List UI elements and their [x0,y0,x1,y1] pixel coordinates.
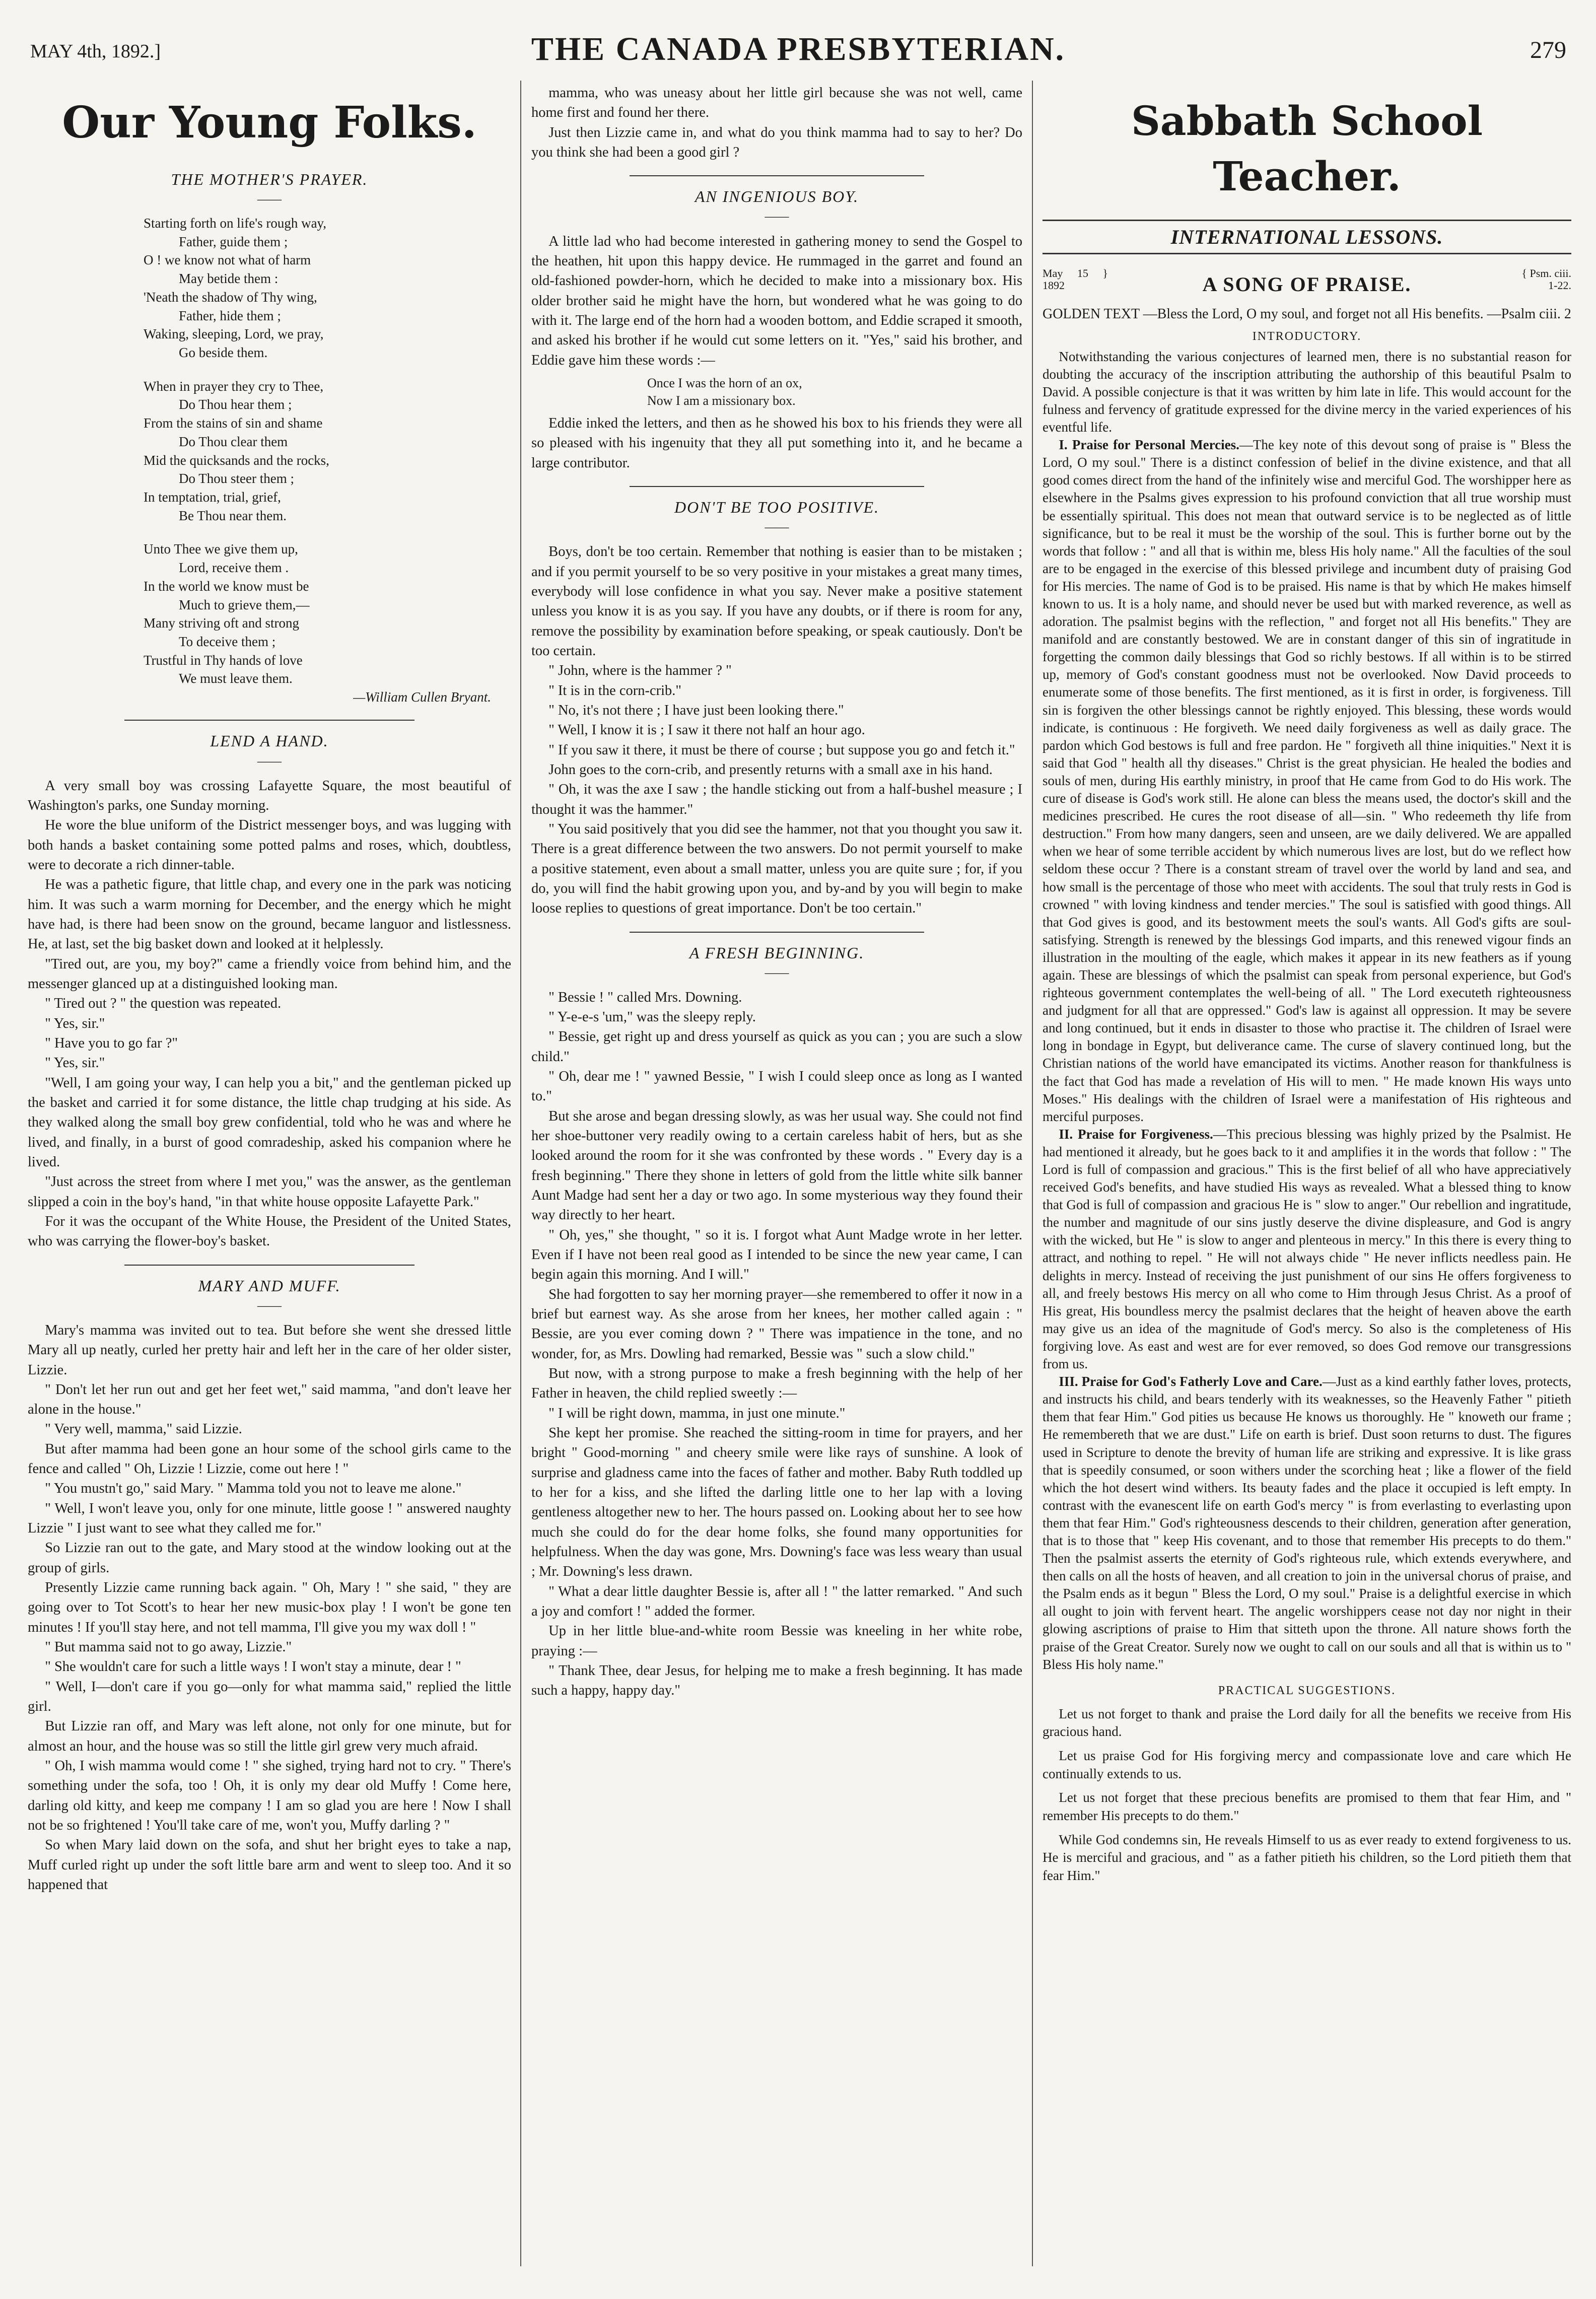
paragraph: " You mustn't go," said Mary. " Mamma told you not to leave me alone." [45,1481,462,1497]
paragraph: "Tired out, are you, my boy?" came a friendly voice from behind him, and the messenger glanced up at a distinguished looking man. [28,956,511,992]
story-title: MARY AND MUFF. [198,1276,341,1295]
paragraph: " Oh, I wish mamma would come ! " she sighed, trying hard not to cry. " There's something under the sofa, too ! Oh, it is only my dear old Muffy ! Come here, darling old kitty, and keep me company ! I am so glad you are here ! Now I shall not be so frightened ! You'll take care of me, won't you, Muffy darling ? " [28,1758,511,1834]
paragraph: "Just across the street from where I met you," was the answer, as the gentleman slipped a coin in the boy's hand, "in that white house opposite Lafayette Park." [28,1174,511,1210]
poem-line: May betide them : [179,271,279,287]
lesson-section-text: —The key note of this devout song of praise is " Bless the Lord, O my soul." There is a distinct confession of belief in the divine existence, and that all good comes direct from the hand of the infinitely wise and merciful God. The worshipper here as elsewhere in the Psalms gives expression to his profound conviction that all true worship must be essentially spiritual. This does not mean that outward service is to be neglected as of little significance, but to be real it must be the worship of the soul. This is further borne out by the words that follow : " and all that is within me, bless His holy name." All the faculties of the soul are to be engaged in the exercise of this blessed privilege and incumbent duty of praising God for His mercies. The name of God is to be praised. His name is that by which He makes himself known to us. It is a holy name, and should never be used but with marked reverence, as well as adoration. The psalmist begins with the reflection, " and forget not all His benefits." They are manifold and are constantly bestowed. We are in constant danger of this sin of ingratitude in forgetting the common daily blessings that God so richly bestows. If all within is to be stirred up, memory of God's constant goodness must not be overlooked. Now David proceeds to enumerate some of those benefits. The first mentioned, as it is first in order, is forgiveness. Till sin is forgiven the other blessings cannot be rightly enjoyed. This blessing, these words would indicate, is continuous : He forgiveth. We need daily forgiveness as well as daily grace. The pardon which God bestows is full and free pardon. He " forgiveth all thine iniquities." Next it is said that God " health all thy diseases." Christ is the great physician. He healed the bodies and souls of men, during His earthly ministry, in proof that He came from God to do His work. The cure of disease is God's work still. He alone can bless the means used, the doctor's skill and the medicines prescribed. He cures the root disease of all—sin. " Who redeemeth thy life from destruction." From how many dangers, seen and unseen, are we daily delivered. We are appalled when we hear of some terrible accident by which numerous lives are lost, but do we reflect how seldom these occur ? There is a constant stream of travel over the world by land and sea, and how small is the percentage of those who meet with accidents. The soul that truly rests in God is crowned " with loving kindness and tender mercies." The soul is satisfied with good things. All that God gives is good, and its bestowment meets the soul's wants. All God's gifts are soul-satisfying. Strength is renewed by the blessings God imparts, and this renewed vigour finds an illustration in the moulting of the eagle, which makes it appear in its new feathers as if young again. These are blessings of which the psalmist can speak from personal experience, but God's righteous government contemplates the well-being of all. " The Lord executeth righteousness and judgment for all that are oppressed." God's law is against all oppression. It may be severe and long continued, but it ends in disaster to those who practise it. The children of Israel were long in bondage in Egypt, but deliverance came. The curse of slavery continued long, but the Christian nations of the world have emancipated its victims. Another reason for thankfulness is the fact that God has made a revelation of His will to men. " He made known His ways unto Moses." His dealings with the children of Israel were a manifestation of His righteous and merciful purposes. [1043,437,1571,1124]
paragraph: He wore the blue uniform of the District messenger boys, and was lugging with both hands a basket containing some potted palms and roses, which, doubtless, were to decorate a rich dinner-table. [28,817,511,873]
lesson-reference: { Psm. ciii. 1-22. [1521,266,1571,292]
story-title: DON'T BE TOO POSITIVE. [674,498,879,517]
lesson-heading [1043,267,1571,303]
poem-line: Starting forth on life's rough way, [144,215,327,231]
paragraph: For it was the occupant of the White House, the President of the United States, who was carrying the flower-boy's basket. [28,1213,511,1249]
story-body [531,83,1022,162]
section-title: Our Young Folks. [62,97,477,148]
paragraph: " Don't let her run out and get her feet wet," said mamma, "and don't leave her alone in the house." [28,1381,511,1418]
divider [124,720,414,721]
lesson-section-heading: II. Praise for Forgiveness. [1059,1126,1213,1142]
story-body [531,988,1022,1701]
title-rule: —— [257,192,282,206]
poem [144,214,511,688]
paragraph: So Lizzie ran out to the gate, and Mary stood at the window looking out at the group of girls. [28,1540,511,1576]
lesson-date: May 15 } 1892 [1043,266,1108,292]
paragraph: Let us praise God for His forgiving mercy and compassionate love and care which He continually extends to us. [1043,1748,1571,1781]
divider [630,175,924,176]
lesson-section-text: —Just as a kind earthly father loves, protects, and instructs his child, and bears tenderly with its weaknesses, so the Heavenly Father " pitieth them that fear Him." God pities us because He knows us thoroughly. He " knoweth our frame ; He remembereth that we are dust." Life on earth is brief. Dust soon returns to dust. The figures used in Scripture to denote the brevity of human life are striking and expressive. It is like grass that is speedily consumed, or soon withers under the scorching heat ; like a flower of the field which the hot desert wind withers. Its beauty fades and the place it occupied is left empty. In contrast with the evanescent life on earth God's mercy " is from everlasting to everlasting upon them that fear Him." God's righteousness descends to their children, generation after generation, that is to those that " keep His covenant, and to those that remember His precepts to do them." Then the psalmist asserts the eternity of God's righteous rule, which extends everywhere, and then calls on all the hosts of heaven, and all creation to join in the universal chorus of praise, and the Psalm ends as it begun " Bless the Lord, O my soul." Praise is a delightful exercise in which all ought to join with fervent heart. The angelic worshippers cease not day nor night in their glowing ascriptions of praise to Him that sitteth upon the throne. All nature shows forth the praise of the Great Creator. Surely now we ought to call on our souls and all that is within us to " Bless His holy name." [1043,1374,1571,1672]
paragraph: She had forgotten to say her morning prayer—she remembered to offer it now in a brief but earnest way. As she arose from her knees, her mother called again : " Bessie, are you ever coming down ? " There was impatience in the tone, and no wonder, for, as Mrs. Dowling had remarked, Bessie was " such a slow child." [531,1286,1022,1362]
paragraph: " She wouldn't care for such a little ways ! I won't stay a minute, dear ! " [45,1659,461,1675]
suggestions-list [1043,1705,1571,1885]
title-rule: —— [765,210,789,224]
inscription-line: Once I was the horn of an ox, [647,375,802,390]
poem-line: When in prayer they cry to Thee, [144,378,324,394]
page-number: 279 [1530,37,1566,63]
paragraph: He was a pathetic figure, that little chap, and every one in the park was noticing him. It was such a warm morning for December, and the energy which he might have had, is there had been snow on the ground, became languor and listlessness. He, at last, set the big basket down and looked at it helplessly. [28,877,511,952]
paragraph: " Well, I—don't care if you go—only for what mamma said," replied the little girl. [28,1679,511,1715]
paragraph: " Yes, sir." [45,1015,105,1031]
poem-line: Mid the quicksands and the rocks, [144,452,329,468]
poem-line: Father, hide them ; [179,308,281,323]
column-sabbath-school [1043,83,1571,2269]
paragraph: " What a dear little daughter Bessie is, after all ! " the latter remarked. " And such a joy and comfort ! " added the former. [531,1583,1022,1619]
paragraph: While God condemns sin, He reveals Himself to us as ever ready to extend forgiveness to us. He is merciful and gracious, and " as a father pitieth his children, so the Lord pitieth them that fear Him." [1043,1832,1571,1883]
poem-line: Do Thou hear them ; [179,397,292,412]
story-title: A FRESH BEGINNING. [689,943,865,962]
paragraph: Let us not forget that these precious benefits are promised to them that fear Him, and " remember His precepts to do them." [1043,1790,1571,1823]
paragraph: " Bessie ! " called Mrs. Downing. [548,989,742,1005]
story-title: LEND A HAND. [210,732,329,750]
poem-line: 'Neath the shadow of Thy wing, [144,289,317,305]
divider [630,932,924,933]
paragraph: Boys, don't be too certain. Remember that nothing is easier than to be mistaken ; and if you permit yourself to be so very positive in your mistakes a great many times, everybody will lose confidence in what you say. Never make a positive statement unless you know it is as you say. If you have any doubts, or if there is room for any, remove the possibility by examination before speaking, or speak cautiously. Don't be too certain. [531,544,1022,659]
masthead: THE CANADA PRESBYTERIAN. [531,31,1066,67]
poem-line: Trustful in Thy hands of love [144,652,303,668]
paragraph: " Have you to go far ?" [45,1035,178,1051]
paragraph: " You said positively that you did see the hammer, not that you thought you saw it. There is a great difference between the two answers. Do not permit yourself to make a positive statement, even about a small matter, unless you are quite sure ; for, if you do, you will find the habit growing upon you, and by-and by you will begin to make loose replies to questions of great importance. Don't be too certain." [531,821,1022,917]
poem-line: From the stains of sin and shame [144,415,323,431]
paragraph: Just then Lizzie came in, and what do you think mamma had to say to her? Do you think she had been a good girl ? [531,124,1022,160]
paragraph: mamma, who was uneasy about her little girl because she was not well, came home first and found her there. [531,85,1022,121]
paragraph: She kept her promise. She reached the sitting-room in time for prayers, and her bright " Good-morning " and cheery smile were like rays of sunshine. A look of surprise and gladness came into the faces of father and mother. Baby Ruth toddled up to her for a kiss, and she lifted the darling little one to her lap with a loving gentleness altogether new to her. The hours passed on. Looking about her to see how much she could do for the dear home folks, she found many opportunities for helpfulness. When the day was gone, Mrs. Downing's face was less weary than usual ; Mr. Downing's less drawn. [531,1425,1022,1580]
golden-text: GOLDEN TEXT —Bless the Lord, O my soul, and forget not all His benefits. —Psalm ciii. 2 [1043,306,1571,322]
paragraph: " Oh, it was the axe I saw ; the handle sticking out from a half-bushel measure ; I thought it was the hammer." [531,782,1022,817]
paragraph: " Very well, mamma," said Lizzie. [45,1421,242,1437]
paragraph: " It is in the corn-crib." [548,682,682,699]
paragraph: " No, it's not there ; I have just been looking there." [548,702,844,718]
paragraph: " Yes, sir." [45,1055,105,1071]
divider [630,486,924,487]
story-body [531,542,1022,918]
paragraph: " Oh, dear me ! " yawned Bessie, " I wish I could sleep once as long as I wanted to." [531,1069,1022,1104]
paragraph: " Y-e-e-s 'um," was the sleepy reply. [548,1009,756,1025]
divider [124,1265,414,1266]
lesson-section-heading: III. Praise for God's Fatherly Love and Care. [1059,1374,1323,1389]
section-title: Sabbath School Teacher. [1131,97,1483,200]
intro-paragraph: Notwithstanding the various conjectures of learned men, there is no substantial reason for doubting the accuracy of the inscription attributing the authorship of this beautiful Psalm to David. A possible conjecture is that it was written by him late in life. This would account for the fulness and fervency of gratitude expressed for the divine mercy in the varied experiences of his eventful life. [1043,349,1571,435]
paragraph: " I will be right down, mamma, in just one minute." [548,1405,846,1421]
title-rule: —— [257,1299,282,1312]
poem-line: Be Thou near them. [179,508,287,523]
poem-line: Lord, receive them . [179,560,289,576]
suggestions-heading: PRACTICAL SUGGESTIONS. [1218,1684,1396,1697]
lesson-section [1043,1126,1571,1373]
poem-line: In temptation, trial, grief, [144,490,281,505]
paragraph: " Bessie, get right up and dress yourself as quick as you can ; you are such a slow child." [531,1029,1022,1065]
poem-line: O ! we know not what of harm [144,252,311,268]
lesson-section-text: —This precious blessing was highly prized by the Psalmist. He had mentioned it already, but he goes back to it and amplifies it in the words that follow : " The Lord is full of compassion and gracious." This is the first belief of all who have appreciatively received God's benefits, and have studied His ways as revealed. What a blessed thing to know that God is full of compassion and gracious He is " slow to anger." Our rebellion and ingratitude, the number and magnitude of our sins justly deserve the divine displeasure, and God is angry with the wicked, but He " is slow to anger and plenteous in mercy." In this there is every thing to attract, and nothing to repel. " He will not always chide " He never inflicts needless pain. He delights in mercy. Instead of receiving the just punishment of our sins He offers forgiveness to all, and freely bestows His mercy on all who come to Him through Jesus Christ. As a proof of His great, His boundless mercy the psalmist declares that the height of heaven above the earth may give us an idea of the magnitude of God's mercy. So also is the completeness of His forgiving love. As east and west are for ever removed, so does God remove our transgressions from us. [1043,1126,1571,1372]
poem-line: Many striving oft and strong [144,615,299,631]
paragraph: But now, with a strong purpose to make a fresh beginning with the help of her Father in heaven, the child replied sweetly :— [531,1366,1022,1402]
inscription [647,374,1022,409]
column-stories [531,83,1022,2269]
paragraph: But Lizzie ran off, and Mary was left alone, not only for one minute, but for almost an hour, and the house was so still the little girl grew very much afraid. [28,1718,511,1754]
paragraph: Let us not forget to thank and praise the Lord daily for all the benefits we receive from His gracious hand. [1043,1706,1571,1739]
poem-line: Do Thou steer them ; [179,471,294,486]
poem-line: Unto Thee we give them up, [144,541,298,557]
paragraph: But after mamma had been gone an hour some of the school girls came to the fence and called " Oh, Lizzie ! Lizzie, come out here ! " [28,1441,511,1477]
inscription-line: Now I am a missionary box. [647,393,796,408]
poem-line: Father, guide them ; [179,234,288,249]
paragraph: John goes to the corn-crib, and presently returns with a small axe in his hand. [548,761,993,778]
intro-heading: INTRODUCTORY. [1252,329,1362,343]
poem-title: THE MOTHER'S PRAYER. [171,170,368,188]
paragraph: " John, where is the hammer ? " [548,663,732,679]
column-divider [520,81,521,2266]
column-young-folks [28,83,511,2269]
story-body [28,776,511,1251]
poem-line: Do Thou clear them [179,434,288,449]
paragraph: Up in her little blue-and-white room Bessie was kneeling in her white robe, praying :— [531,1623,1022,1659]
paragraph: A very small boy was crossing Lafayette Square, the most beautiful of Washington's parks, one Sunday morning. [28,778,511,814]
lesson-section-heading: I. Praise for Personal Mercies. [1059,437,1239,453]
paragraph: Mary's mamma was invited out to tea. But before she went she dressed little Mary all up neatly, curled her pretty hair and left her in the care of her older sister, Lizzie. [28,1322,511,1378]
paragraph: Presently Lizzie came running back again. " Oh, Mary ! " she said, " they are going over to Tot Scott's to hear her new music-box play ! I won't be gone ten minutes ! If you'll stay here, and not tell mamma, I'll give you my wax doll ! " [28,1580,511,1635]
paragraph: " Well, I know it is ; I saw it there not half an hour ago. [548,722,865,738]
stanza-break [144,525,511,540]
paragraph: " Thank Thee, dear Jesus, for helping me to make a fresh beginning. It has made such a happy, happy day." [531,1662,1022,1699]
lesson-section [1043,436,1571,1126]
story-body [28,1320,511,1895]
issue-date: MAY 4th, 1892.] [30,41,161,62]
paragraph: " Well, I won't leave you, only for one minute, little goose ! " answered naughty Lizzie " I just want to see what they called me for." [28,1500,511,1537]
poem-line: Much to grieve them,— [179,597,310,612]
story-body [531,232,1022,370]
poem-line: We must leave them. [179,671,293,686]
paragraph: A little lad who had become interested in gathering money to send the Gospel to the heathen, hit upon this happy device. He rummaged in the garret and found an old-fashioned powder-horn, which he decided to make into a missionary box. His older brother said he might have the horn, but wondered what he was going to do with it. The large end of the horn had a wooden bottom, and Eddie scraped it smooth, and asked his brother if he would cut some letters on it. "Yes," said his brother, and Eddie gave him these words :— [531,233,1022,368]
paragraph: " If you saw it there, it must be there of course ; but suppose you go and fetch it." [548,742,1015,758]
paragraph: " Tired out ? " the question was repeated. [45,996,282,1012]
lessons-subtitle: INTERNATIONAL LESSONS. [1043,220,1571,254]
paragraph: " But mamma said not to go away, Lizzie." [45,1639,292,1655]
lesson-section [1043,1373,1571,1674]
poem-line: Waking, sleeping, Lord, we pray, [144,326,324,342]
story-body [531,413,1022,473]
title-rule: —— [765,966,789,980]
poem-line: In the world we know must be [144,578,309,594]
paragraph: " Oh, yes," she thought, " so it is. I forgot what Aunt Madge wrote in her letter. Even if I have not been real good as I intended to be since the new year came, I can begin again this morning. And I will." [531,1227,1022,1283]
column-divider [1032,81,1033,2266]
story-title: AN INGENIOUS BOY. [695,187,859,206]
stanza-break [144,362,511,377]
paragraph: "Well, I am going your way, I can help you a bit," and the gentleman picked up the basket and carried it for some distance, the little chap trudging at his side. As they walked along the small boy grew confidential, told who he was and where he lived, and finally, in a burst of good comradeship, asked his companion where he lived. [28,1075,511,1170]
lesson-title: A SONG OF PRAISE. [1202,272,1412,296]
title-rule: —— [257,754,282,768]
title-rule: —— [765,521,789,534]
poem-line: Go beside them. [179,344,268,360]
paragraph: So when Mary laid down on the sofa, and shut her bright eyes to take a nap, Muff curled right up under the soft little bare arm and went to sleep too. And it so happened that [28,1837,511,1893]
paragraph: But she arose and began dressing slowly, as was her usual way. She could not find her shoe-buttoner very readily owing to a certain careless habit of hers, but as she looked around the room for it she was confronted by these words . " Every day is a fresh beginning." There they shone in letters of gold from the little white silk banner Aunt Madge had sent her a day or two ago. In some mysterious way they found their way directly to her heart. [531,1108,1022,1223]
paragraph: Eddie inked the letters, and then as he showed his box to his friends they were all so pleased with his ingenuity that they all put something into it, and he became a large contributor. [531,415,1022,471]
poem-attribution: —William Cullen Bryant. [353,689,491,705]
poem-line: To deceive them ; [179,634,276,650]
page-header [30,30,1566,71]
